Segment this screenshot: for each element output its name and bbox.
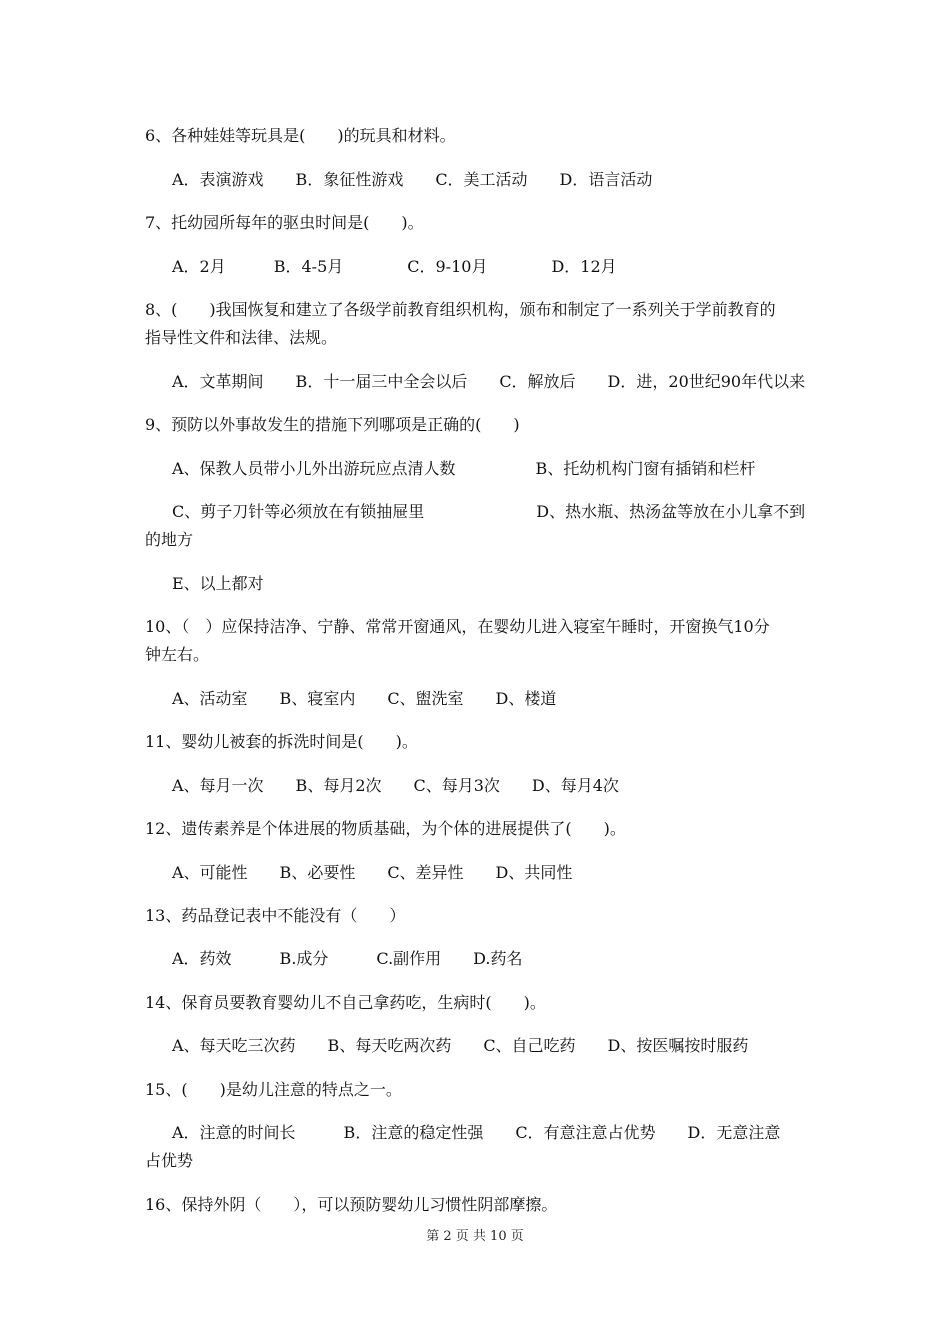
question-12-options: A、可能性 B、必要性 C、差异性 D、共同性 <box>172 863 573 882</box>
question-10-stem: 10、（ ）应保持洁净、宁静、常常开窗通风，在婴幼儿进入寝室午睡时，开窗换气10分 <box>145 617 770 636</box>
question-7-stem: 7、托幼园所每年的驱虫时间是( )。 <box>145 213 424 232</box>
question-11-stem: 11、婴幼儿被套的拆洗时间是( )。 <box>145 732 418 751</box>
question-8-stem: 8、( )我国恢复和建立了各级学前教育组织机构，颁布和制定了一系列关于学前教育的 <box>145 300 776 319</box>
question-16-stem: 16、保持外阴（ ），可以预防婴幼儿习惯性阴部摩擦。 <box>145 1195 558 1214</box>
question-10-stem-cont: 钟左右。 <box>145 645 210 664</box>
question-8-options: A．文革期间 B．十一届三中全会以后 C．解放后 D．进，20世纪90年代以来 <box>172 372 806 391</box>
question-9-options-cd-cont: 的地方 <box>145 530 194 549</box>
question-15-options-cont: 占优势 <box>145 1151 194 1170</box>
question-14-stem: 14、保育员要教育婴幼儿不自己拿药吃，生病时( )。 <box>145 993 546 1012</box>
question-8-stem-cont: 指导性文件和法律、法规。 <box>145 328 338 347</box>
question-9-options-cd: C、剪子刀针等必须放在有锁抽屉里 D、热水瓶、热汤盆等放在小儿拿不到 <box>172 502 806 521</box>
question-11-options: A、每月一次 B、每月2次 C、每月3次 D、每月4次 <box>172 776 619 795</box>
question-10-options: A、活动室 B、寝室内 C、盥洗室 D、楼道 <box>172 689 557 708</box>
question-9-option-e: E、以上都对 <box>172 574 264 593</box>
question-6-options: A．表演游戏 B．象征性游戏 C．美工活动 D．语言活动 <box>172 170 653 189</box>
question-15-stem: 15、( )是幼儿注意的特点之一。 <box>145 1080 402 1099</box>
page-number-footer: 第 2 页 共 10 页 <box>426 1229 524 1244</box>
question-13-options: A．药效 B.成分 C.副作用 D.药名 <box>172 949 523 968</box>
question-15-options: A．注意的时间长 B．注意的稳定性强 C．有意注意占优势 D．无意注意 <box>172 1123 781 1142</box>
question-14-options: A、每天吃三次药 B、每天吃两次药 C、自己吃药 D、按医嘱按时服药 <box>172 1036 749 1055</box>
question-6-stem: 6、各种娃娃等玩具是( )的玩具和材料。 <box>145 126 456 145</box>
question-12-stem: 12、遗传素养是个体进展的物质基础，为个体的进展提供了( )。 <box>145 819 626 838</box>
question-9-options-ab: A、保教人员带小儿外出游玩应点清人数 B、托幼机构门窗有插销和栏杆 <box>172 459 756 478</box>
question-7-options: A．2月 B．4-5月 C．9-10月 D．12月 <box>172 257 617 276</box>
question-9-stem: 9、预防以外事故发生的措施下列哪项是正确的( ) <box>145 415 520 434</box>
question-13-stem: 13、药品登记表中不能没有（ ） <box>145 906 406 925</box>
